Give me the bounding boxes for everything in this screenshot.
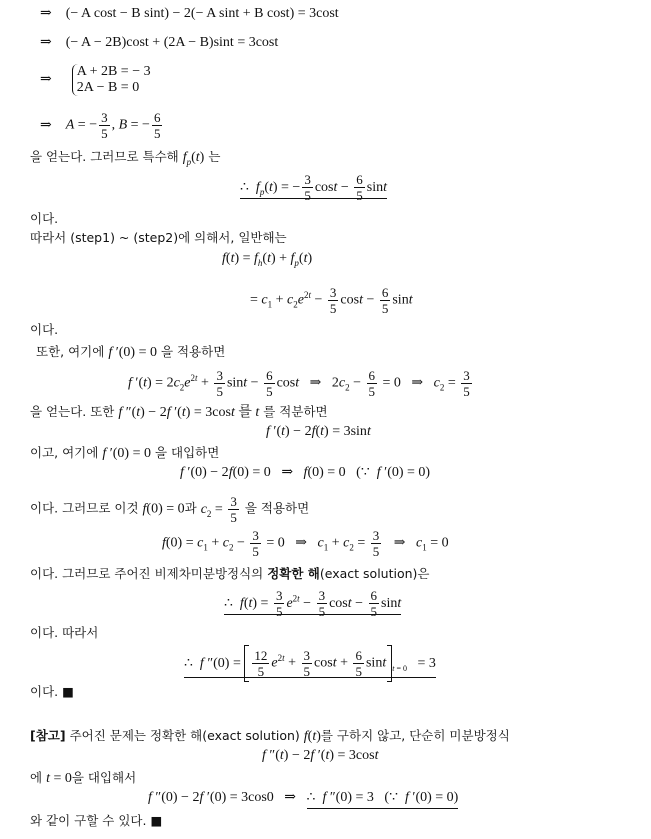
note-end: 와 같이 구할 수 있다. ■ — [30, 813, 163, 828]
equation-ab-values: ⇒ A = − $\frac{3}{5}$ , B = − $\frac{6}{5}$ — [40, 110, 161, 141]
note-intro: [참고] 주어진 문제는 정확한 해(exact solution) f(t)를 구하지 않고, 단순히 미분방정식 — [30, 728, 510, 744]
text-ttaraseo: 이다. 따라서 — [30, 625, 99, 640]
equation-f0: f ′(0) − 2f(0) = 0 ⇒ f(0) = 0 (∵ f ′(0) = 0) — [180, 465, 431, 480]
particular-solution: ∴ $f_p(t)$ = − $\frac{3}{5}$ cost − $\frac{6}{5}$ sint — [240, 172, 388, 203]
text-particular-intro: 을 얻는다. 그러므로 특수해 $f_p(t)$ 는 — [30, 149, 221, 167]
note-result: f ″(0) − 2f ′(0) = 3cos0 ⇒ ∴ f ″(0) = 3 (∵ f ′(0) = 0) — [148, 789, 458, 807]
text-ida-2: 이다. — [30, 322, 59, 337]
text-substitute: 이고, 여기에 f ′(0) = 0 을 대입하면 — [30, 445, 220, 461]
equation-1: ⇒ (− A cost − B sint) − 2(− A sint + B cost) = 3cost — [40, 6, 339, 21]
note-equation: f ″(t) − 2f ′(t) = 3cost — [262, 748, 379, 763]
text-end-1: 이다. ■ — [30, 684, 74, 699]
equation-c1: $f(0) = c_1 + c_2$ − $\frac{3}{5}$ = 0 ⇒ $c_1 + c_2$ = $\frac{3}{5}$ ⇒ $c_1 = 0$ — [162, 528, 449, 559]
exact-solution: ∴ f(t) = $\frac{3}{5}$ $e^{2t}$ − $\frac{3}{5}$ cost − $\frac{6}{5}$ sint — [224, 588, 402, 619]
text-exact-intro: 이다. 그러므로 주어진 비제차미분방정식의 정확한 해(exact solution)은 — [30, 566, 430, 581]
text-integrate: 을 얻는다. 또한 f ″(t) − 2f ′(t) = 3cost 를 t 를 적분하면 — [30, 404, 328, 420]
equation-2: ⇒ (− A − 2B)cost + (2A − B)sint = 3cost — [40, 35, 279, 50]
equation-integrated: f ′(t) − 2f(t) = 3sint — [266, 424, 371, 439]
general-solution-2: = $c_1 + c_2e^{2t}$ − $\frac{3}{5}$ cost − $\frac{6}{5}$ sint — [250, 285, 413, 316]
text-apply-f0: 이다. 그러므로 이것 f(0) = 0과 $c_2$ = $\frac{3}{5}$ 을 적용하면 — [30, 494, 310, 525]
equation-system: ⇒ A + 2B = − 3 2A − B = 0 — [40, 64, 151, 95]
note-substitute: 에 t = 0을 대입해서 — [30, 770, 137, 786]
final-answer: ∴ f ″(0) = $\frac{12}{5}$ $e^{2t}$ + $\frac{3}{5}$ cost + $\frac{6}{5}$ sint $_{t = 0}$ = 3 — [184, 648, 436, 679]
text-general-intro: 따라서 (step1) ~ (step2)에 의해서, 일반해는 — [30, 230, 287, 245]
text-apply-fprime: 또한, 여기에 f ′(0) = 0 을 적용하면 — [36, 344, 226, 360]
text-ida-1: 이다. — [30, 211, 59, 226]
general-solution-1: $f(t) = f_h(t) + f_p(t)$ — [222, 251, 313, 268]
equation-c2: f $'(t) = 2c_2e^{2t}$ + $\frac{3}{5}$ sint − $\frac{6}{5}$ cost ⇒ $2c_2$ − $\frac{6}{5}$ = 0 ⇒ $c_2$ = $\frac{3}{5}$ — [128, 368, 470, 399]
